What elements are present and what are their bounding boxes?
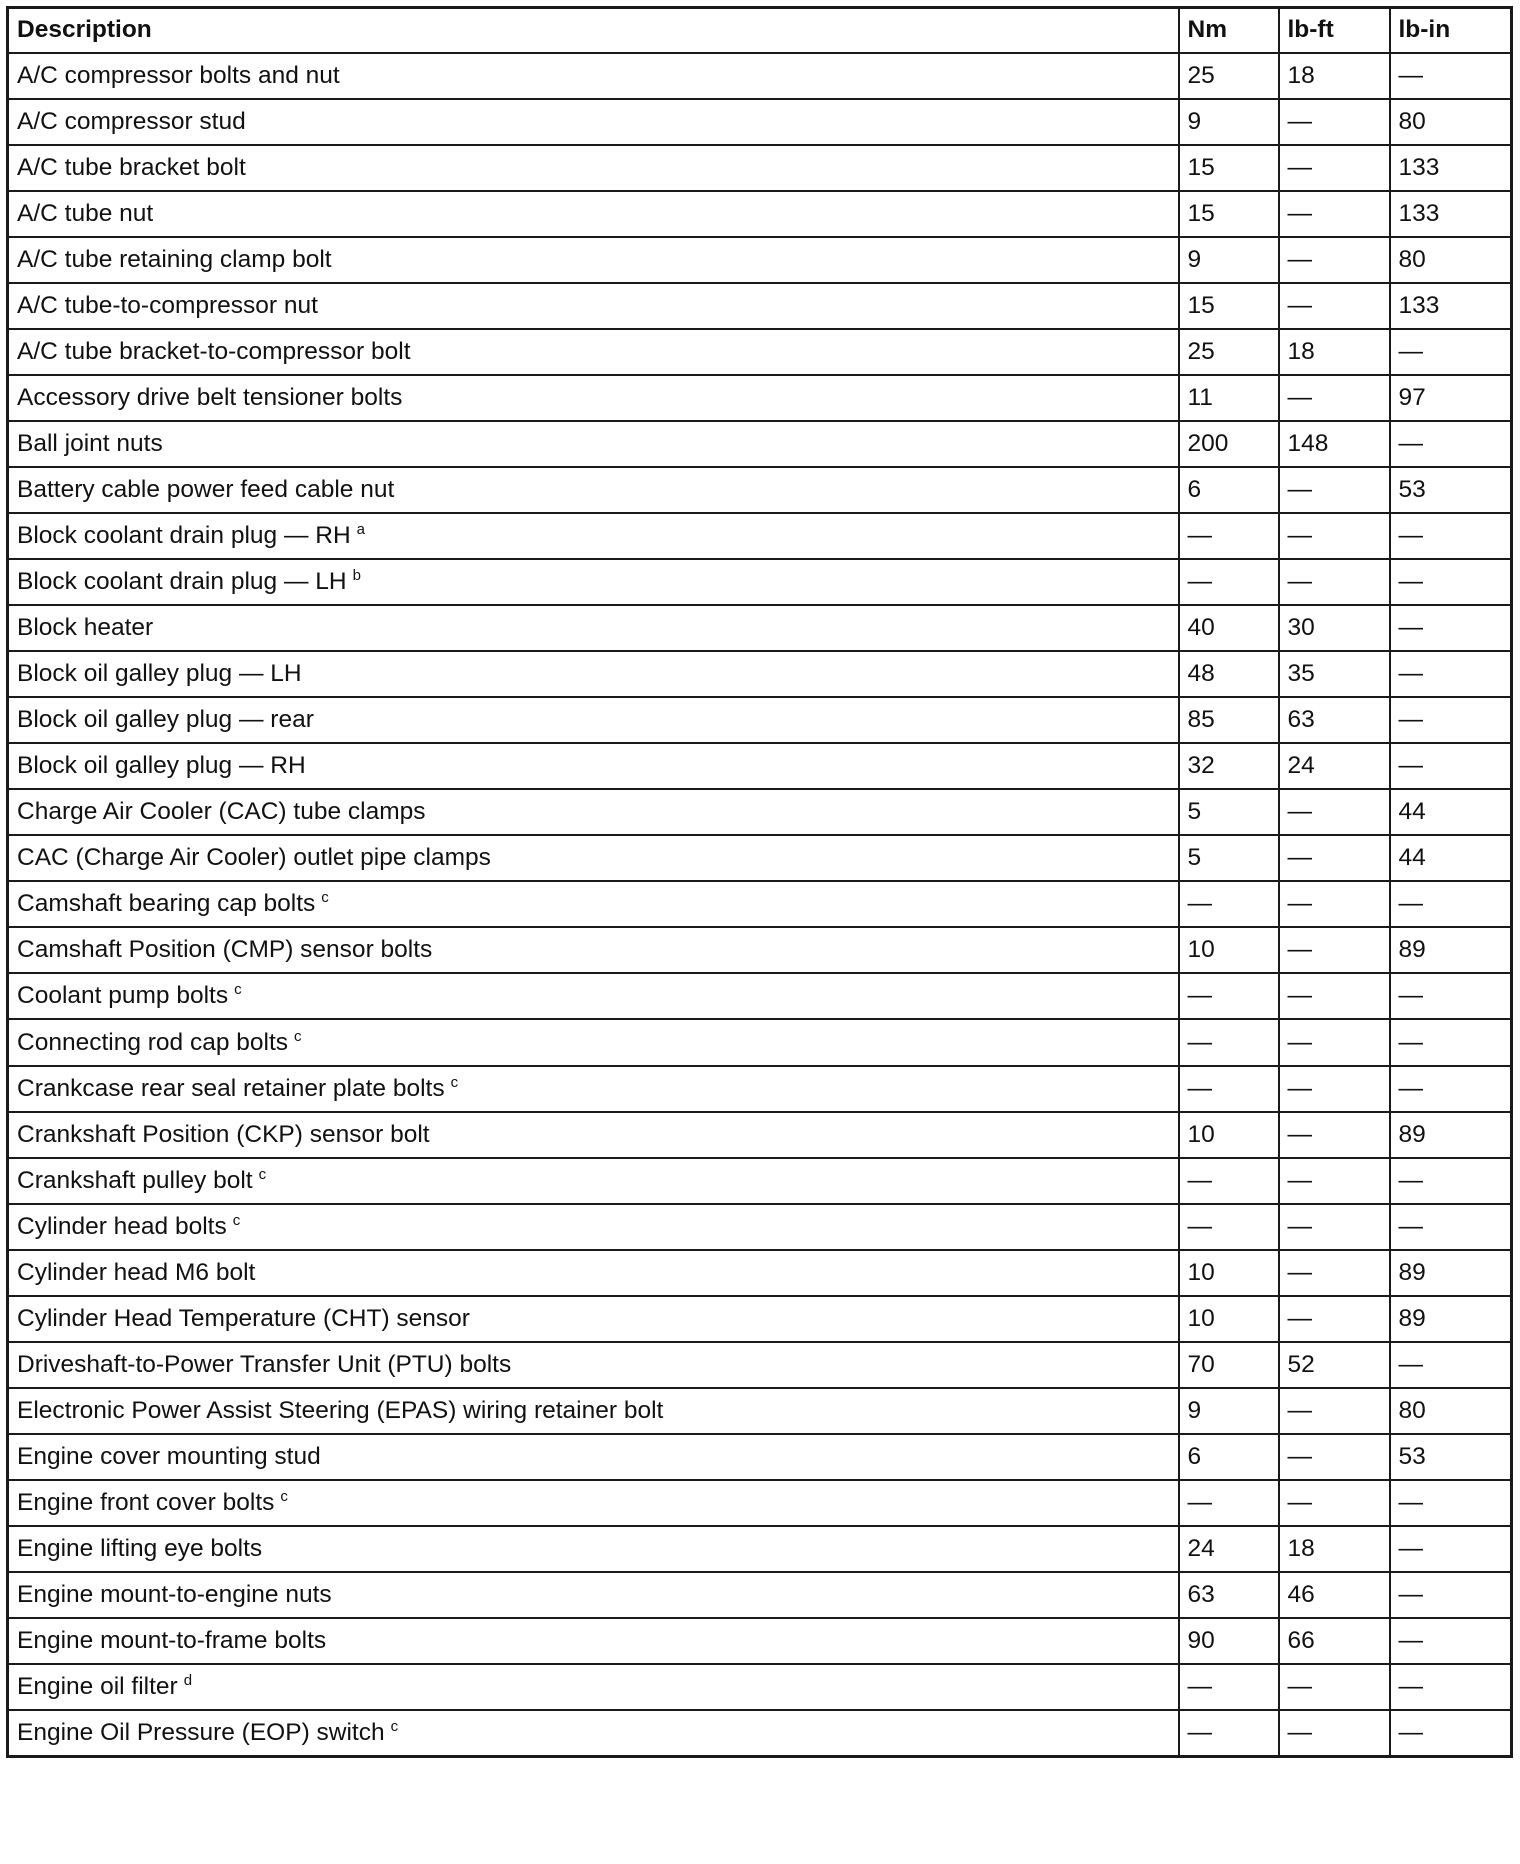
description-cell bbox=[8, 1158, 1179, 1204]
lb-in-cell: — bbox=[1390, 421, 1512, 467]
lb-ft-cell: 18 bbox=[1279, 53, 1390, 99]
nm-cell: — bbox=[1179, 1158, 1279, 1204]
lb-in-cell: — bbox=[1390, 1158, 1512, 1204]
lb-in-cell: — bbox=[1390, 1066, 1512, 1112]
table-row bbox=[8, 1618, 1512, 1664]
table-row bbox=[8, 1342, 1512, 1388]
footnote-marker: c bbox=[234, 981, 242, 999]
description-cell bbox=[8, 789, 1179, 835]
lb-in-cell: 80 bbox=[1390, 1388, 1512, 1434]
table-row bbox=[8, 421, 1512, 467]
nm-cell: 6 bbox=[1179, 1434, 1279, 1480]
description-cell bbox=[8, 605, 1179, 651]
lb-ft-cell: 35 bbox=[1279, 651, 1390, 697]
footnote-marker: d bbox=[183, 1672, 193, 1690]
lb-ft-cell: — bbox=[1279, 1204, 1390, 1250]
nm-cell: — bbox=[1179, 1480, 1279, 1526]
lb-ft-cell: 63 bbox=[1279, 697, 1390, 743]
lb-ft-cell: 52 bbox=[1279, 1342, 1390, 1388]
description-cell bbox=[8, 651, 1179, 697]
footnote-marker: c bbox=[321, 889, 329, 907]
nm-cell: 9 bbox=[1179, 1388, 1279, 1434]
lb-in-cell: — bbox=[1390, 1664, 1512, 1710]
description-text: Ball joint nuts bbox=[17, 429, 163, 457]
lb-in-cell: 44 bbox=[1390, 835, 1512, 881]
lb-ft-cell: — bbox=[1279, 1434, 1390, 1480]
torque-specifications-table bbox=[6, 6, 1513, 1758]
table-row bbox=[8, 283, 1512, 329]
description-cell bbox=[8, 513, 1179, 559]
description-cell bbox=[8, 1066, 1179, 1112]
nm-cell: — bbox=[1179, 1710, 1279, 1756]
table-row bbox=[8, 605, 1512, 651]
description-text: Block oil galley plug — LH bbox=[17, 660, 302, 688]
description-text: Block oil galley plug — RH bbox=[17, 752, 306, 780]
lb-ft-cell: 46 bbox=[1279, 1572, 1390, 1618]
lb-ft-cell: — bbox=[1279, 973, 1390, 1019]
lb-in-cell: 133 bbox=[1390, 283, 1512, 329]
lb-in-cell: — bbox=[1390, 651, 1512, 697]
description-cell bbox=[8, 421, 1179, 467]
lb-ft-cell: — bbox=[1279, 789, 1390, 835]
table-row bbox=[8, 1066, 1512, 1112]
description-cell bbox=[8, 973, 1179, 1019]
nm-cell: — bbox=[1179, 881, 1279, 927]
table-row bbox=[8, 927, 1512, 973]
description-cell bbox=[8, 1618, 1179, 1664]
nm-cell: 15 bbox=[1179, 145, 1279, 191]
nm-cell: — bbox=[1179, 513, 1279, 559]
description-text: Charge Air Cooler (CAC) tube clamps bbox=[17, 798, 426, 826]
description-cell bbox=[8, 1204, 1179, 1250]
nm-cell: 10 bbox=[1179, 927, 1279, 973]
lb-in-cell: — bbox=[1390, 605, 1512, 651]
nm-cell: 15 bbox=[1179, 283, 1279, 329]
table-row bbox=[8, 697, 1512, 743]
footnote-marker: a bbox=[356, 520, 365, 538]
description-text: CAC (Charge Air Cooler) outlet pipe clamps bbox=[17, 844, 491, 872]
description-cell bbox=[8, 1388, 1179, 1434]
description-text: A/C tube retaining clamp bolt bbox=[17, 245, 332, 273]
footnote-marker: c bbox=[294, 1027, 302, 1045]
lb-ft-cell: — bbox=[1279, 835, 1390, 881]
lb-ft-cell: — bbox=[1279, 881, 1390, 927]
table-row bbox=[8, 559, 1512, 605]
table-row bbox=[8, 1526, 1512, 1572]
table-row bbox=[8, 1158, 1512, 1204]
table-row bbox=[8, 99, 1512, 145]
description-text: Block coolant drain plug — RH bbox=[17, 521, 351, 549]
table-row bbox=[8, 1572, 1512, 1618]
table-row bbox=[8, 1388, 1512, 1434]
lb-ft-cell: — bbox=[1279, 1388, 1390, 1434]
nm-cell: 40 bbox=[1179, 605, 1279, 651]
header-row bbox=[8, 8, 1512, 53]
lb-ft-cell: 66 bbox=[1279, 1618, 1390, 1664]
lb-in-cell: 53 bbox=[1390, 467, 1512, 513]
table-row bbox=[8, 375, 1512, 421]
lb-ft-cell: — bbox=[1279, 1710, 1390, 1756]
nm-cell: — bbox=[1179, 1664, 1279, 1710]
lb-in-cell: 89 bbox=[1390, 1296, 1512, 1342]
lb-in-cell: — bbox=[1390, 1526, 1512, 1572]
description-text: Engine Oil Pressure (EOP) switch bbox=[17, 1718, 385, 1746]
footnote-marker: b bbox=[352, 567, 361, 585]
description-text: Engine lifting eye bolts bbox=[17, 1535, 263, 1563]
description-cell bbox=[8, 1342, 1179, 1388]
table-row bbox=[8, 743, 1512, 789]
description-cell bbox=[8, 329, 1179, 375]
description-cell bbox=[8, 1019, 1179, 1065]
table-row bbox=[8, 53, 1512, 99]
lb-ft-cell: — bbox=[1279, 559, 1390, 605]
table-row bbox=[8, 513, 1512, 559]
table-row bbox=[8, 651, 1512, 697]
lb-in-cell: — bbox=[1390, 559, 1512, 605]
nm-cell: 63 bbox=[1179, 1572, 1279, 1618]
lb-in-cell: 133 bbox=[1390, 145, 1512, 191]
description-cell bbox=[8, 835, 1179, 881]
description-cell bbox=[8, 1526, 1179, 1572]
description-text: Block coolant drain plug — LH bbox=[17, 568, 347, 596]
lb-ft-cell: — bbox=[1279, 1066, 1390, 1112]
description-text: Engine mount-to-frame bolts bbox=[17, 1627, 327, 1655]
description-cell bbox=[8, 53, 1179, 99]
lb-ft-cell: 18 bbox=[1279, 329, 1390, 375]
description-cell bbox=[8, 697, 1179, 743]
lb-ft-cell: 18 bbox=[1279, 1526, 1390, 1572]
lb-in-cell: 97 bbox=[1390, 375, 1512, 421]
nm-cell: 25 bbox=[1179, 53, 1279, 99]
description-cell bbox=[8, 743, 1179, 789]
description-cell bbox=[8, 881, 1179, 927]
description-text: Block heater bbox=[17, 614, 154, 642]
description-cell bbox=[8, 1710, 1179, 1756]
description-text: Cylinder Head Temperature (CHT) sensor bbox=[17, 1304, 470, 1332]
lb-in-cell: 89 bbox=[1390, 1250, 1512, 1296]
nm-cell: 24 bbox=[1179, 1526, 1279, 1572]
description-text: Coolant pump bolts bbox=[17, 982, 229, 1010]
lb-ft-cell: 24 bbox=[1279, 743, 1390, 789]
description-cell bbox=[8, 1664, 1179, 1710]
lb-ft-cell: — bbox=[1279, 145, 1390, 191]
footnote-marker: c bbox=[280, 1487, 288, 1505]
table-row bbox=[8, 1250, 1512, 1296]
lb-ft-cell: — bbox=[1279, 237, 1390, 283]
description-cell bbox=[8, 283, 1179, 329]
table-row bbox=[8, 1710, 1512, 1756]
description-text: Block oil galley plug — rear bbox=[17, 706, 314, 734]
nm-cell: — bbox=[1179, 1019, 1279, 1065]
nm-cell: 10 bbox=[1179, 1112, 1279, 1158]
lb-ft-cell: — bbox=[1279, 513, 1390, 559]
lb-in-cell: — bbox=[1390, 53, 1512, 99]
lb-ft-cell: — bbox=[1279, 1296, 1390, 1342]
description-text: Camshaft bearing cap bolts bbox=[17, 890, 316, 918]
nm-cell: 10 bbox=[1179, 1296, 1279, 1342]
table-row bbox=[8, 1019, 1512, 1065]
lb-in-cell: — bbox=[1390, 1342, 1512, 1388]
header-description: Description bbox=[8, 8, 1179, 53]
description-text: Camshaft Position (CMP) sensor bolts bbox=[17, 936, 433, 964]
description-text: A/C tube-to-compressor nut bbox=[17, 291, 318, 319]
table-row bbox=[8, 191, 1512, 237]
description-text: Engine front cover bolts bbox=[17, 1488, 275, 1516]
footnote-marker: c bbox=[232, 1211, 241, 1229]
description-cell bbox=[8, 559, 1179, 605]
table-row bbox=[8, 237, 1512, 283]
lb-in-cell: 133 bbox=[1390, 191, 1512, 237]
description-cell bbox=[8, 927, 1179, 973]
description-text: Crankshaft Position (CKP) sensor bolt bbox=[17, 1120, 430, 1148]
lb-ft-cell: — bbox=[1279, 467, 1390, 513]
description-text: A/C tube nut bbox=[17, 199, 154, 227]
table-body bbox=[8, 53, 1512, 1757]
footnote-marker: c bbox=[258, 1165, 267, 1183]
nm-cell: 25 bbox=[1179, 329, 1279, 375]
table-row bbox=[8, 973, 1512, 1019]
description-text: A/C compressor bolts and nut bbox=[17, 61, 340, 89]
table-row bbox=[8, 1664, 1512, 1710]
lb-in-cell: — bbox=[1390, 743, 1512, 789]
lb-ft-cell: — bbox=[1279, 1158, 1390, 1204]
description-cell bbox=[8, 1480, 1179, 1526]
table-row bbox=[8, 1112, 1512, 1158]
header-nm: Nm bbox=[1179, 8, 1279, 53]
lb-in-cell: 89 bbox=[1390, 1112, 1512, 1158]
nm-cell: 15 bbox=[1179, 191, 1279, 237]
table-row bbox=[8, 1434, 1512, 1480]
description-text: Engine cover mounting stud bbox=[17, 1442, 321, 1470]
nm-cell: 5 bbox=[1179, 789, 1279, 835]
table-row bbox=[8, 1480, 1512, 1526]
description-text: Electronic Power Assist Steering (EPAS) wiring retainer bolt bbox=[17, 1396, 664, 1424]
nm-cell: 70 bbox=[1179, 1342, 1279, 1388]
description-cell bbox=[8, 375, 1179, 421]
nm-cell: — bbox=[1179, 1204, 1279, 1250]
table-row bbox=[8, 145, 1512, 191]
nm-cell: 90 bbox=[1179, 1618, 1279, 1664]
description-text: Driveshaft-to-Power Transfer Unit (PTU) bolts bbox=[17, 1350, 512, 1378]
lb-in-cell: 80 bbox=[1390, 99, 1512, 145]
table-row bbox=[8, 467, 1512, 513]
lb-ft-cell: — bbox=[1279, 1019, 1390, 1065]
footnote-marker: c bbox=[390, 1717, 399, 1735]
description-text: A/C tube bracket-to-compressor bolt bbox=[17, 337, 411, 365]
description-cell bbox=[8, 191, 1179, 237]
lb-in-cell: 80 bbox=[1390, 237, 1512, 283]
lb-in-cell: — bbox=[1390, 881, 1512, 927]
description-cell bbox=[8, 467, 1179, 513]
description-cell bbox=[8, 145, 1179, 191]
lb-ft-cell: 148 bbox=[1279, 421, 1390, 467]
lb-ft-cell: — bbox=[1279, 927, 1390, 973]
nm-cell: 5 bbox=[1179, 835, 1279, 881]
nm-cell: 48 bbox=[1179, 651, 1279, 697]
lb-in-cell: — bbox=[1390, 1480, 1512, 1526]
description-cell bbox=[8, 1250, 1179, 1296]
description-cell bbox=[8, 1434, 1179, 1480]
lb-ft-cell: — bbox=[1279, 283, 1390, 329]
lb-ft-cell: — bbox=[1279, 99, 1390, 145]
nm-cell: 9 bbox=[1179, 99, 1279, 145]
lb-in-cell: — bbox=[1390, 329, 1512, 375]
description-text: Connecting rod cap bolts bbox=[17, 1028, 289, 1056]
lb-ft-cell: — bbox=[1279, 375, 1390, 421]
description-text: A/C compressor stud bbox=[17, 107, 246, 135]
lb-in-cell: — bbox=[1390, 697, 1512, 743]
description-cell bbox=[8, 237, 1179, 283]
description-text: Engine oil filter bbox=[17, 1673, 178, 1701]
lb-ft-cell: — bbox=[1279, 1664, 1390, 1710]
lb-in-cell: — bbox=[1390, 1710, 1512, 1756]
nm-cell: — bbox=[1179, 559, 1279, 605]
header-lb-in: lb-in bbox=[1390, 8, 1512, 53]
nm-cell: 32 bbox=[1179, 743, 1279, 789]
nm-cell: 10 bbox=[1179, 1250, 1279, 1296]
nm-cell: 11 bbox=[1179, 375, 1279, 421]
description-cell bbox=[8, 1572, 1179, 1618]
description-text: Engine mount-to-engine nuts bbox=[17, 1581, 332, 1609]
lb-ft-cell: — bbox=[1279, 1480, 1390, 1526]
description-cell bbox=[8, 1112, 1179, 1158]
nm-cell: 200 bbox=[1179, 421, 1279, 467]
nm-cell: — bbox=[1179, 1066, 1279, 1112]
nm-cell: 6 bbox=[1179, 467, 1279, 513]
description-text: Cylinder head M6 bolt bbox=[17, 1258, 256, 1286]
table-header bbox=[8, 8, 1512, 53]
table-row bbox=[8, 835, 1512, 881]
lb-in-cell: — bbox=[1390, 1618, 1512, 1664]
nm-cell: 85 bbox=[1179, 697, 1279, 743]
table-row bbox=[8, 1296, 1512, 1342]
footnote-marker: c bbox=[450, 1073, 459, 1091]
lb-in-cell: — bbox=[1390, 1019, 1512, 1065]
lb-ft-cell: — bbox=[1279, 1250, 1390, 1296]
lb-in-cell: — bbox=[1390, 1572, 1512, 1618]
header-lb-ft: lb-ft bbox=[1279, 8, 1390, 53]
description-text: Cylinder head bolts bbox=[17, 1212, 227, 1240]
nm-cell: 9 bbox=[1179, 237, 1279, 283]
description-text: Battery cable power feed cable nut bbox=[17, 475, 395, 503]
lb-in-cell: — bbox=[1390, 1204, 1512, 1250]
description-text: Crankcase rear seal retainer plate bolts bbox=[17, 1074, 445, 1102]
lb-in-cell: 44 bbox=[1390, 789, 1512, 835]
nm-cell: — bbox=[1179, 973, 1279, 1019]
lb-ft-cell: — bbox=[1279, 1112, 1390, 1158]
description-text: Crankshaft pulley bolt bbox=[17, 1166, 253, 1194]
lb-in-cell: 89 bbox=[1390, 927, 1512, 973]
description-cell bbox=[8, 1296, 1179, 1342]
table-row bbox=[8, 1204, 1512, 1250]
lb-in-cell: — bbox=[1390, 973, 1512, 1019]
lb-in-cell: — bbox=[1390, 513, 1512, 559]
lb-in-cell: 53 bbox=[1390, 1434, 1512, 1480]
table-row bbox=[8, 329, 1512, 375]
description-cell bbox=[8, 99, 1179, 145]
table-row bbox=[8, 789, 1512, 835]
lb-ft-cell: 30 bbox=[1279, 605, 1390, 651]
lb-ft-cell: — bbox=[1279, 191, 1390, 237]
table-row bbox=[8, 881, 1512, 927]
description-text: A/C tube bracket bolt bbox=[17, 153, 246, 181]
description-text: Accessory drive belt tensioner bolts bbox=[17, 383, 403, 411]
